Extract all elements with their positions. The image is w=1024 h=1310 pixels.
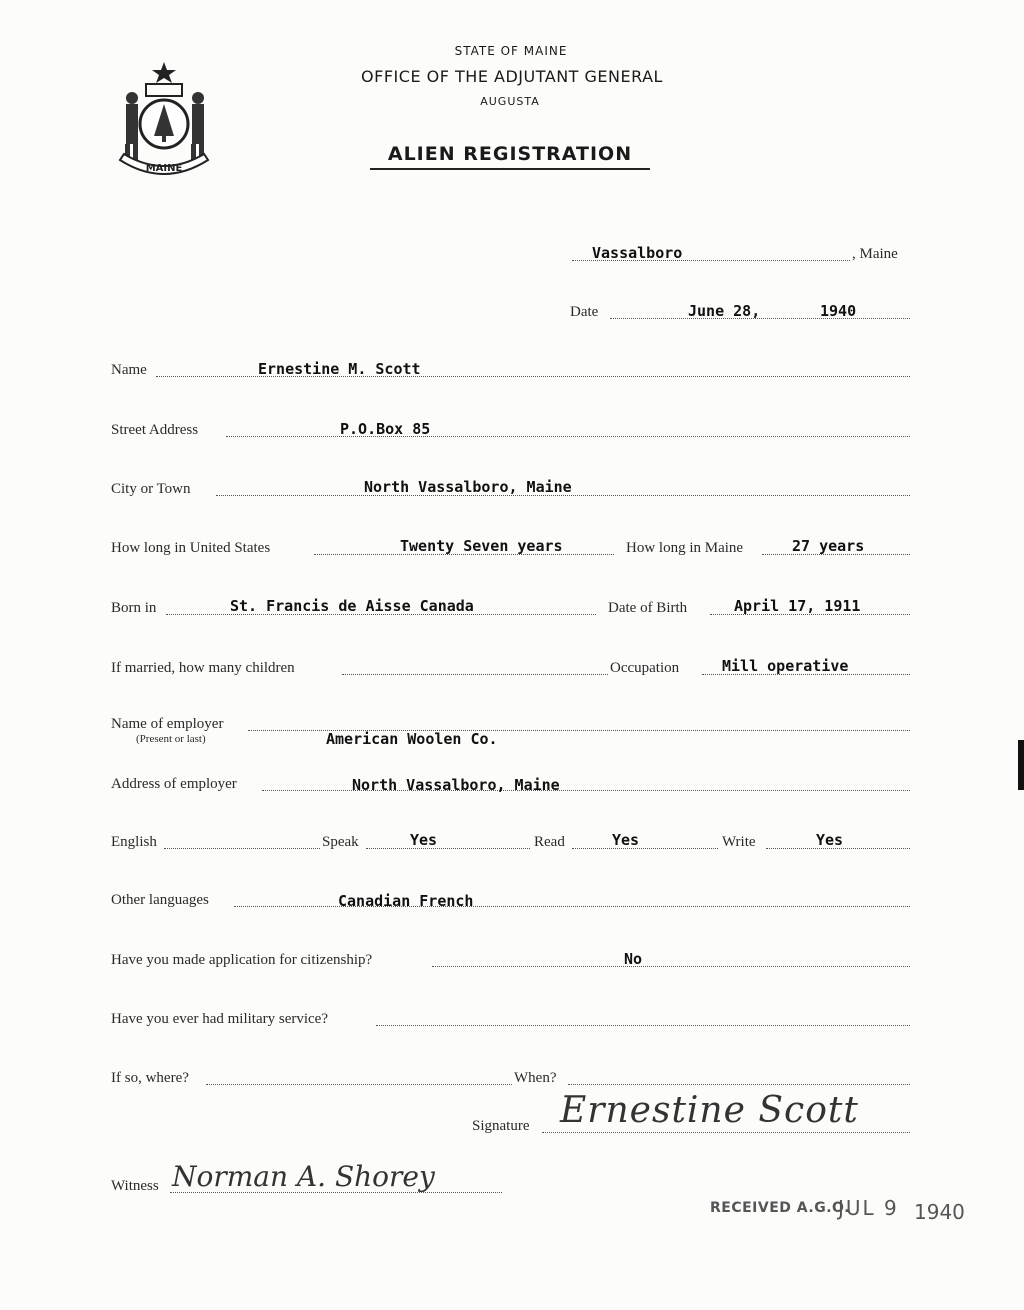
- witness-value: Norman A. Shorey: [172, 1160, 435, 1193]
- received-stamp-date: JUL 9: [838, 1196, 899, 1220]
- read-value: Yes: [612, 831, 640, 849]
- received-stamp-year: 1940: [914, 1200, 965, 1224]
- born-in-value: St. Francis de Aisse Canada: [230, 597, 474, 615]
- title-underline: [370, 168, 650, 170]
- speak-value: Yes: [410, 831, 438, 849]
- where-label: If so, where?: [111, 1070, 189, 1086]
- maine-label: , Maine: [852, 246, 898, 262]
- citizenship-label: Have you made application for citizenship?: [111, 952, 373, 968]
- witness-label: Witness: [111, 1178, 159, 1194]
- date-month-day: June 28,: [688, 302, 761, 320]
- city-value: North Vassalboro, Maine: [364, 478, 572, 496]
- write-label: Write: [722, 834, 756, 850]
- employer-label: Name of employer: [111, 716, 224, 732]
- maine-years-label: How long in Maine: [626, 540, 744, 556]
- signature-value: Ernestine Scott: [560, 1090, 859, 1131]
- occupation-label: Occupation: [610, 660, 680, 676]
- employer-value: American Woolen Co.: [326, 730, 498, 748]
- write-value: Yes: [816, 831, 844, 849]
- military-label: Have you ever had military service?: [111, 1011, 328, 1027]
- when-label: When?: [514, 1070, 557, 1086]
- citizenship-value: No: [624, 950, 643, 968]
- street-label: Street Address: [111, 422, 199, 438]
- date-label: Date: [570, 304, 599, 320]
- town-value: Vassalboro: [592, 244, 683, 262]
- city-label: City or Town: [111, 481, 191, 497]
- maine-years-value: 27 years: [792, 537, 865, 555]
- received-stamp: RECEIVED A.G.O.: [710, 1200, 850, 1216]
- other-languages-value: Canadian French: [338, 892, 474, 910]
- seal-text: MAINE: [145, 163, 183, 174]
- street-value: P.O.Box 85: [340, 420, 431, 438]
- name-value: Ernestine M. Scott: [258, 360, 421, 378]
- occupation-value: Mill operative: [722, 657, 849, 675]
- dob-value: April 17, 1911: [734, 597, 861, 615]
- office-heading: OFFICE OF THE ADJUTANT GENERAL: [361, 67, 663, 86]
- us-years-value: Twenty Seven years: [400, 537, 563, 555]
- employer-address-value: North Vassalboro, Maine: [352, 776, 560, 794]
- children-label: If married, how many children: [111, 660, 295, 676]
- speak-label: Speak: [322, 834, 359, 850]
- name-label: Name: [111, 362, 147, 378]
- employer-sublabel: (Present or last): [136, 733, 206, 745]
- dob-label: Date of Birth: [608, 600, 688, 616]
- scan-edge: [1018, 740, 1024, 790]
- us-years-label: How long in United States: [111, 540, 271, 556]
- born-in-label: Born in: [111, 600, 157, 616]
- other-languages-label: Other languages: [111, 892, 209, 908]
- form-title: ALIEN REGISTRATION: [387, 143, 633, 165]
- english-label: English: [111, 834, 157, 850]
- signature-label: Signature: [472, 1118, 530, 1134]
- employer-address-label: Address of employer: [111, 776, 237, 792]
- date-year: 1940: [820, 302, 857, 320]
- city-heading: AUGUSTA: [480, 95, 540, 108]
- state-heading: STATE OF MAINE: [454, 44, 568, 58]
- read-label: Read: [534, 834, 565, 850]
